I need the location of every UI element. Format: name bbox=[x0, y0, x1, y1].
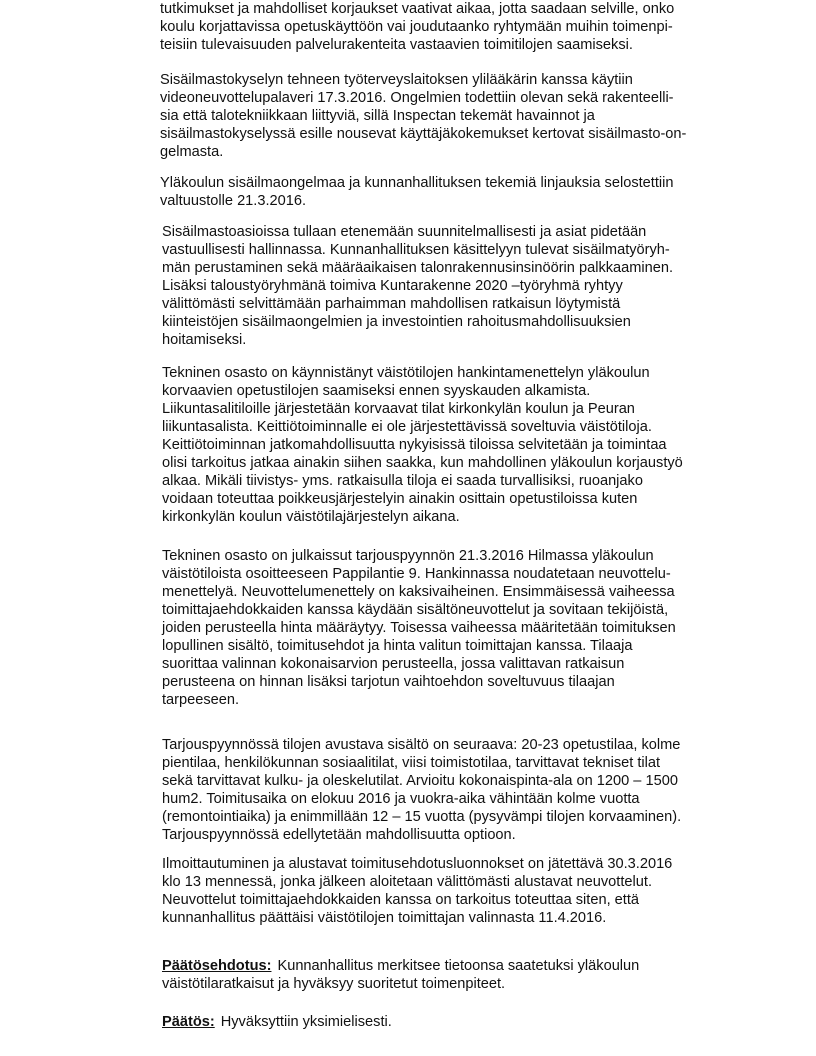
paragraph-line: gelmasta. bbox=[160, 144, 224, 160]
paragraph-line: Liikuntasalitiloille järjestetään korvaavat tilat kirkonkylän koulun ja Peuran bbox=[162, 401, 635, 417]
paragraph bbox=[160, 0, 760, 54]
paragraph-line: alkaa. Mikäli tiivistys- yms. ratkaisulla tiloja ei saada turvallisiksi, ruoanjako bbox=[162, 473, 643, 489]
paragraph-line: klo 13 mennessä, jonka jälkeen aloitetaan välittömästi alustavat neuvottelut. bbox=[162, 874, 652, 890]
paragraph-line: hoitamiseksi. bbox=[162, 332, 247, 348]
decision-proposal-text: Kunnanhallitus merkitsee tietoonsa saatetuksi yläkoulun bbox=[277, 958, 640, 974]
paragraph-line: välittömästi selvittämään parhaimman mahdollisen ratkaisun löytymistä bbox=[162, 296, 621, 312]
paragraph bbox=[160, 71, 760, 161]
decision-proposal-text: väistötilaratkaisut ja hyväksyy suoritetut toimenpiteet. bbox=[162, 976, 506, 992]
paragraph-line: lopullinen sisältö, toimitusehdot ja hinta valitun toimittajan kanssa. Tilaaja bbox=[162, 638, 633, 654]
paragraph-line: menettelyä. Neuvottelumenettely on kaksivaiheinen. Ensimmäisessä vaiheessa bbox=[162, 584, 675, 600]
paragraph-line: teisiin tulevaisuuden palvelurakenteita vastaavien toimitilojen saamiseksi. bbox=[160, 37, 633, 53]
paragraph bbox=[162, 547, 762, 709]
paragraph-line: korvaavien opetustilojen saamiseksi ennen syyskauden alkamista. bbox=[162, 383, 591, 399]
decision-proposal-label: Päätösehdotus: bbox=[162, 958, 272, 974]
paragraph-line: (remontointiaika) ja enimmillään 12 – 15 vuotta (pysyvämpi tilojen korvaaminen). bbox=[162, 809, 682, 825]
paragraph-line: Keittiötoiminnan jatkomahdollisuutta nykyisissä tiloissa selvitetään ja toimintaa bbox=[162, 437, 667, 453]
paragraph-line: Tarjouspyynnössä edellytetään mahdollisuutta optioon. bbox=[162, 827, 516, 843]
paragraph-line: olisi tarkoitus jatkaa ainakin siihen saakka, kun mahdollinen yläkoulun korjaustyö bbox=[162, 455, 683, 471]
paragraph-line: väistötiloista osoitteeseen Pappilantie 9. Hankinnassa noudatetaan neuvottelu- bbox=[162, 566, 671, 582]
paragraph-line: perusteena on hinnan lisäksi tarjotun vaihtoehdon soveltuvuus tilaajan bbox=[162, 674, 615, 690]
paragraph-line: valtuustolle 21.3.2016. bbox=[160, 193, 307, 209]
paragraph bbox=[162, 223, 762, 349]
paragraph-line: videoneuvottelupalaveri 17.3.2016. Ongelmien todettiin olevan sekä rakenteelli- bbox=[160, 90, 674, 106]
paragraph-line: tutkimukset ja mahdolliset korjaukset vaativat aikaa, jotta saadaan selville, onko bbox=[160, 1, 675, 17]
decision-text: Hyväksyttiin yksimielisesti. bbox=[220, 1014, 392, 1030]
paragraph-line: liikuntasalista. Keittiötoiminnalle ei ole järjestettävissä soveltuvia väistötiloja. bbox=[162, 419, 652, 435]
paragraph-line: Tekninen osasto on julkaissut tarjouspyynnön 21.3.2016 Hilmassa yläkoulun bbox=[162, 548, 654, 564]
paragraph-line: Sisäilmastoasioissa tullaan etenemään suunnitelmallisesti ja asiat pidetään bbox=[162, 224, 647, 240]
paragraph-line: suorittaa valinnan kokonaisarvion perusteella, jossa valittavan ratkaisun bbox=[162, 656, 625, 672]
paragraph-line: sekä tarvittavat kulku- ja oleskelutilat. Arvioitu kokonaispinta-ala on 1200 – 1500 bbox=[162, 773, 678, 789]
paragraph-line: män perustaminen sekä määräaikaisen talonrakennusinsinöörin palkkaaminen. bbox=[162, 260, 674, 276]
paragraph-line: Lisäksi taloustyöryhmänä toimiva Kuntarakenne 2020 –työryhmä ryhtyy bbox=[162, 278, 623, 294]
decision bbox=[162, 1013, 762, 1031]
paragraph bbox=[160, 174, 760, 210]
decision-label: Päätös: bbox=[162, 1014, 215, 1030]
paragraph-line: voidaan toteuttaa poikkeusjärjestelyin ainakin osittain opetustiloissa kuten bbox=[162, 491, 638, 507]
paragraph-line: hum2. Toimitusaika on elokuu 2016 ja vuokra-aika vähintään kolme vuotta bbox=[162, 791, 640, 807]
paragraph bbox=[162, 736, 762, 844]
paragraph-line: Sisäilmastokyselyn tehneen työterveyslaitoksen ylilääkärin kanssa käytiin bbox=[160, 72, 633, 88]
paragraph-line: sia että talotekniikkaan liittyviä, sillä Inspectan tekemät havainnot ja bbox=[160, 108, 595, 124]
paragraph bbox=[162, 364, 762, 526]
paragraph-line: Neuvottelut toimittajaehdokkaiden kanssa on tarkoitus toteuttaa siten, että bbox=[162, 892, 640, 908]
paragraph-line: toimittajaehdokkaiden kanssa käydään sisältöneuvottelut ja sovitaan tekijöistä, bbox=[162, 602, 669, 618]
paragraph-line: sisäilmastokyselyssä esille nousevat käyttäjäkokemukset kertovat sisäilmasto-on- bbox=[160, 126, 687, 142]
paragraph-line: pientilaa, henkilökunnan sosiaalitilat, viisi toimistotilaa, tarvittavat tekniset tilat bbox=[162, 755, 661, 771]
paragraph-line: Yläkoulun sisäilmaongelmaa ja kunnanhallituksen tekemiä linjauksia selostettiin bbox=[160, 175, 674, 191]
paragraph-line: tarpeeseen. bbox=[162, 692, 240, 708]
paragraph-line: kirkonkylän koulun väistötilajärjestelyn aikana. bbox=[162, 509, 460, 525]
paragraph bbox=[162, 855, 762, 927]
paragraph-line: Ilmoittautuminen ja alustavat toimitusehdotusluonnokset on jätettävä 30.3.2016 bbox=[162, 856, 673, 872]
paragraph-line: vastuullisesti hallinnassa. Kunnanhallituksen käsittelyyn tulevat sisäilmatyöryh- bbox=[162, 242, 670, 258]
paragraph-line: Tekninen osasto on käynnistänyt väistötilojen hankintamenettelyn yläkoulun bbox=[162, 365, 650, 381]
paragraph-line: koulu korjattavissa opetuskäyttöön vai joudutaanko ryhtymään muihin toimenpi- bbox=[160, 19, 673, 35]
paragraph-line: kiinteistöjen sisäilmaongelmien ja investointien rahoitusmahdollisuuksien bbox=[162, 314, 631, 330]
decision-proposal bbox=[162, 957, 762, 993]
paragraph-line: kunnanhallitus päättäisi väistötilojen toimittajan valinnasta 11.4.2016. bbox=[162, 910, 607, 926]
paragraph-line: Tarjouspyynnössä tilojen avustava sisältö on seuraava: 20-23 opetustilaa, kolme bbox=[162, 737, 681, 753]
paragraph-line: joiden perusteella hinta määräytyy. Toisessa vaiheessa määritetään toimituksen bbox=[162, 620, 676, 636]
